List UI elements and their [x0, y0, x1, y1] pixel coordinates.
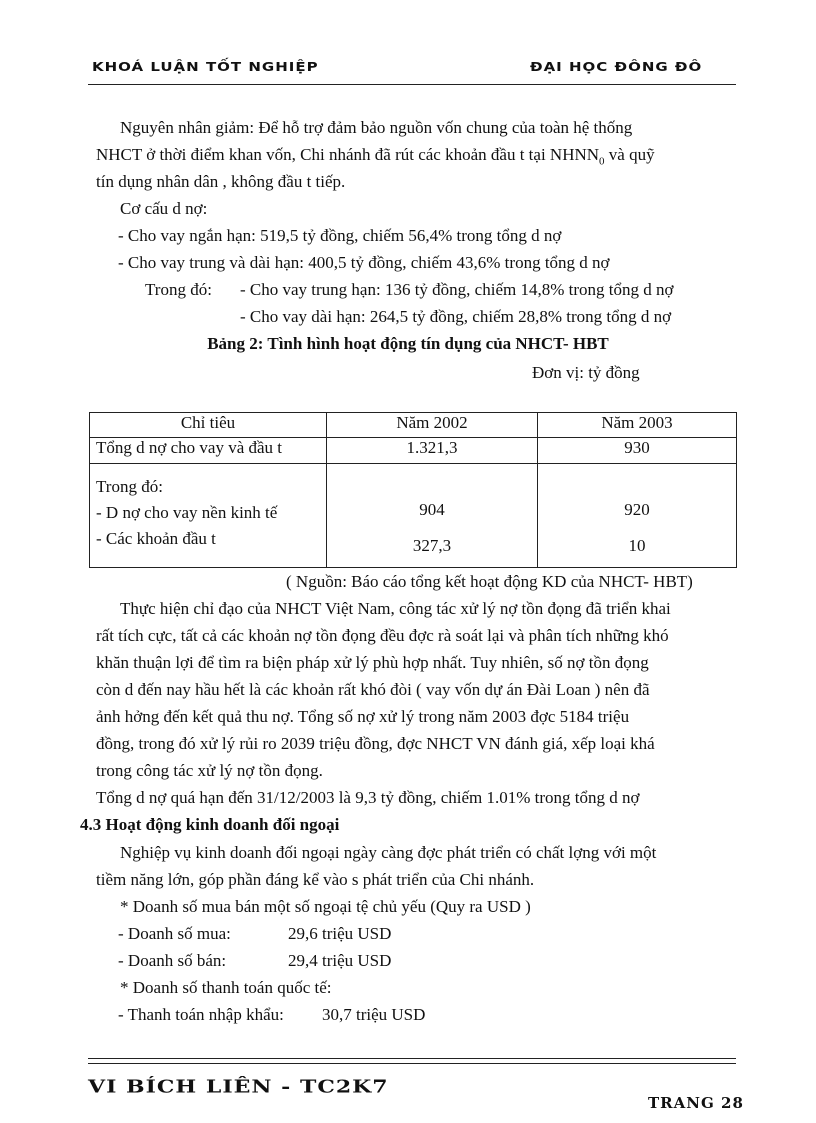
table-cell: [327, 464, 538, 568]
table-row: [90, 464, 737, 568]
table-cell: [538, 464, 737, 568]
structure-title: Cơ cấu d nợ:: [120, 199, 208, 218]
body2-line-8: Tổng d nợ quá hạn đến 31/12/2003 là 9,3 tỷ đồng, chiếm 1.01% trong tổng d nợ: [96, 788, 640, 807]
table-cell: Tổng d nợ cho vay và đầu t: [90, 438, 327, 464]
header-cell: Năm 2002: [327, 413, 538, 438]
section-line-4: * Doanh số thanh toán quốc tế:: [120, 978, 332, 997]
table-header-row: [90, 413, 737, 438]
cell-line: Trong đó:: [96, 477, 163, 496]
credit-table: [89, 412, 737, 568]
cell-line: - D nợ cho vay nền kinh tế: [96, 503, 278, 522]
header-rule: [88, 84, 736, 85]
cause-line-3: tín dụng nhân dân , không đầu t tiếp.: [96, 172, 346, 191]
section-line-1: Nghiệp vụ kinh doanh đối ngoại ngày càng đợc phát triển có chất lợng với một: [120, 843, 657, 862]
body2-line-1: Thực hiện chỉ đạo của NHCT Việt Nam, công tác xử lý nợ tồn đọng đã triển khai: [120, 599, 671, 618]
header-left: KHOÁ LUẬN TỐT NGHIỆP: [92, 59, 319, 75]
section-line-2: tiềm năng lớn, góp phần đáng kể vào s phát triển của Chi nhánh.: [96, 870, 535, 889]
mid-long-term-loans: - Cho vay trung và dài hạn: 400,5 tỷ đồng, chiếm 43,6% trong tổng d nợ: [118, 253, 610, 272]
cause-line-1: Nguyên nhân giảm: Để hỗ trợ đảm bảo nguồn vốn chung của toàn hệ thống: [120, 118, 633, 137]
footer-rule-bottom: [88, 1063, 736, 1064]
cause-line-2-end: và quỹ: [604, 145, 655, 164]
table-row: [90, 438, 737, 464]
table-source: ( Nguồn: Báo cáo tổng kết hoạt động KD của NHCT- HBT): [286, 572, 693, 591]
sell-label: - Doanh số bán:: [118, 951, 227, 970]
cause-line-2-subscript: 0: [599, 155, 605, 168]
import-label: - Thanh toán nhập khẩu:: [118, 1005, 284, 1024]
body2-line-4: còn d đến nay hầu hết là các khoản rất khó đòi ( vay vốn dự án Đài Loan ) nên đã: [96, 680, 650, 699]
body2-line-3: khăn thuận lợi để tìm ra biện pháp xử lý phù hợp nhất. Tuy nhiên, số nợ tồn đọng: [96, 653, 649, 672]
cause-line-2-text: NHCT ở thời điểm khan vốn, Chi nhánh đã rút các khoản đầu t tại NHNN: [96, 145, 600, 164]
table-cell: 1.321,3: [327, 438, 538, 464]
sell-value: 29,4 triệu USD: [288, 951, 392, 970]
table-unit: Đơn vị: tỷ đồng: [532, 363, 640, 382]
page-number: TRANG 28: [648, 1094, 744, 1112]
table-title: Bảng 2: Tình hình hoạt động tín dụng của NHCT- HBT: [207, 334, 609, 353]
cell-line: 327,3: [412, 536, 452, 555]
footer-author: VI BÍCH LIÊN - TC2K7: [88, 1076, 389, 1098]
table-cell: 930: [538, 438, 737, 464]
cell-line: - Các khoản đầu t: [96, 529, 216, 548]
body2-line-6: đồng, trong đó xử lý rủi ro 2039 triệu đồng, đợc NHCT VN đánh giá, xếp loại khá: [96, 734, 655, 753]
section-heading: 4.3 Hoạt động kinh doanh đối ngoại: [80, 815, 340, 834]
long-term-loans: - Cho vay dài hạn: 264,5 tỷ đồng, chiếm 28,8% trong tổng d nợ: [240, 307, 672, 326]
mid-term-loans: - Cho vay trung hạn: 136 tỷ đồng, chiếm 14,8% trong tổng d nợ: [240, 280, 674, 299]
section-line-3: * Doanh số mua bán một số ngoại tệ chủ yếu (Quy ra USD ): [120, 897, 531, 916]
body2-line-7: trong công tác xử lý nợ tồn đọng.: [96, 761, 323, 780]
footer-rule-top: [88, 1058, 736, 1059]
body2-line-5: ảnh hởng đến kết quả thu nợ. Tổng số nợ xử lý trong năm 2003 đợc 5184 triệu: [96, 707, 630, 726]
header-cell: Năm 2003: [538, 413, 737, 438]
cell-line: 10: [628, 536, 646, 555]
header-right: ĐẠI HỌC ĐÔNG ĐÔ: [530, 59, 703, 75]
buy-value: 29,6 triệu USD: [288, 924, 392, 943]
header-cell: Chỉ tiêu: [90, 413, 327, 438]
short-term-loans: - Cho vay ngắn hạn: 519,5 tỷ đồng, chiếm 56,4% trong tổng d nợ: [118, 226, 562, 245]
import-value: 30,7 triệu USD: [322, 1005, 426, 1024]
cell-line: 920: [624, 500, 650, 519]
buy-label: - Doanh số mua:: [118, 924, 231, 943]
cell-line: 904: [419, 500, 445, 519]
of-which-label: Trong đó:: [145, 280, 212, 299]
table-cell: [90, 464, 327, 568]
body2-line-2: rất tích cực, tất cả các khoản nợ tồn đọng đều đợc rà soát lại và phân tích những khó: [96, 626, 669, 645]
